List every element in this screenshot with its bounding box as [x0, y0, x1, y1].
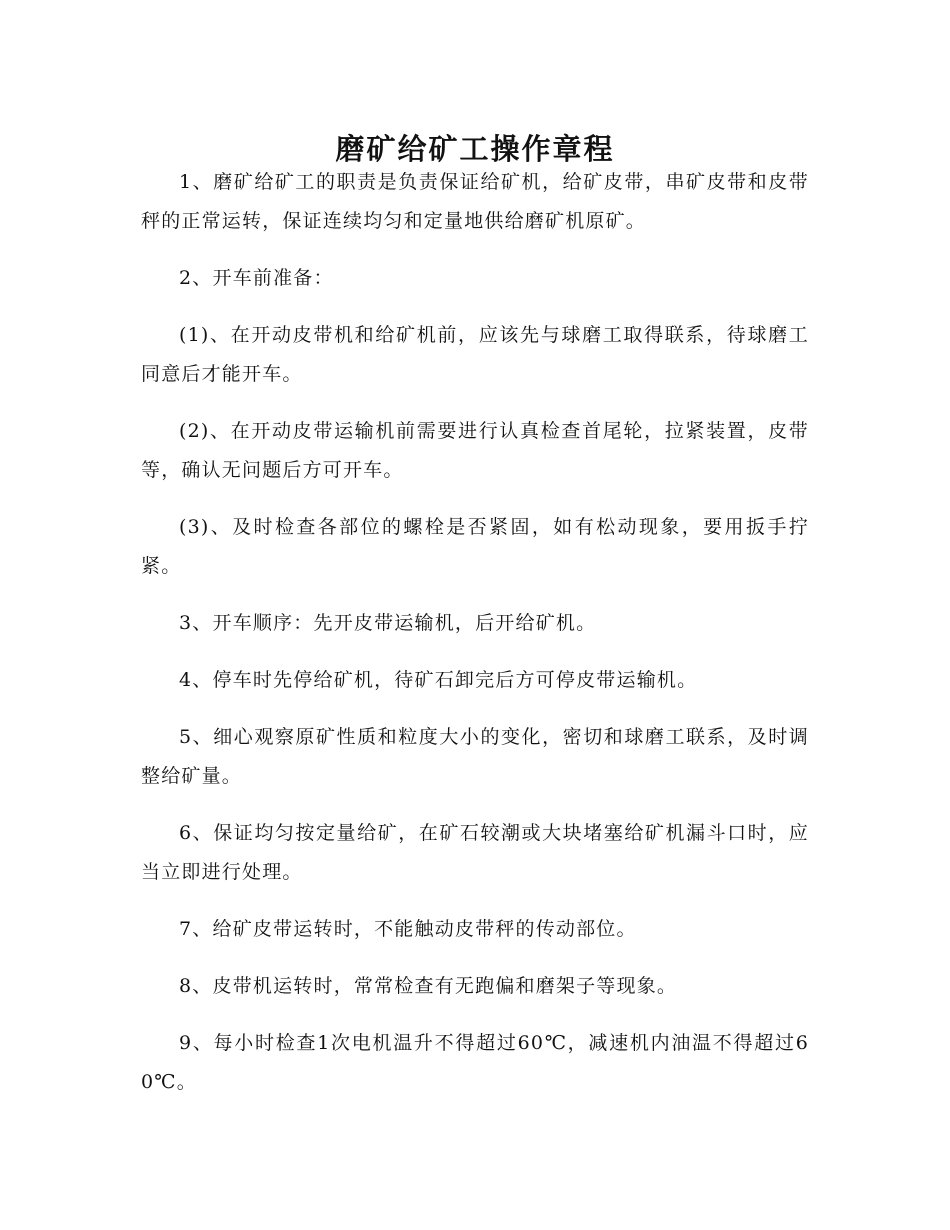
paragraph: (1)、在开动皮带机和给矿机前，应该先与球磨工取得联系，待球磨工同意后才能开车。	[141, 324, 809, 385]
paragraph: 4、停车时先停给矿机，待矿石卸完后方可停皮带运输机。	[179, 669, 698, 691]
paragraph: 2、开车前准备：	[179, 267, 334, 289]
paragraph: 9、每小时检查1次电机温升不得超过60℃，减速机内油温不得超过60℃。	[141, 1032, 809, 1093]
paragraph: (2)、在开动皮带运输机前需要进行认真检查首尾轮，拉紧装置，皮带等，确认无问题后方可开车。	[141, 420, 809, 481]
paragraph: 7、给矿皮带运转时，不能触动皮带秤的传动部位。	[179, 918, 637, 940]
document-title: 磨矿给矿工操作章程	[335, 132, 615, 167]
paragraph: 8、皮带机运转时，常常检查有无跑偏和磨架子等现象。	[179, 975, 678, 997]
paragraph: 3、开车顺序：先开皮带运输机，后开给矿机。	[179, 612, 597, 634]
paragraph: 6、保证均匀按定量给矿，在矿石较潮或大块堵塞给矿机漏斗口时，应当立即进行处理。	[141, 822, 809, 883]
document-body	[141, 163, 809, 1120]
paragraph: (3)、及时检查各部位的螺栓是否紧固，如有松动现象，要用扳手拧紧。	[141, 516, 809, 577]
paragraph: 1、磨矿给矿工的职责是负责保证给矿机，给矿皮带，串矿皮带和皮带秤的正常运转，保证连续均匀和定量地供给磨矿机原矿。	[141, 171, 809, 232]
paragraph: 5、细心观察原矿性质和粒度大小的变化，密切和球磨工联系，及时调整给矿量。	[141, 726, 809, 787]
